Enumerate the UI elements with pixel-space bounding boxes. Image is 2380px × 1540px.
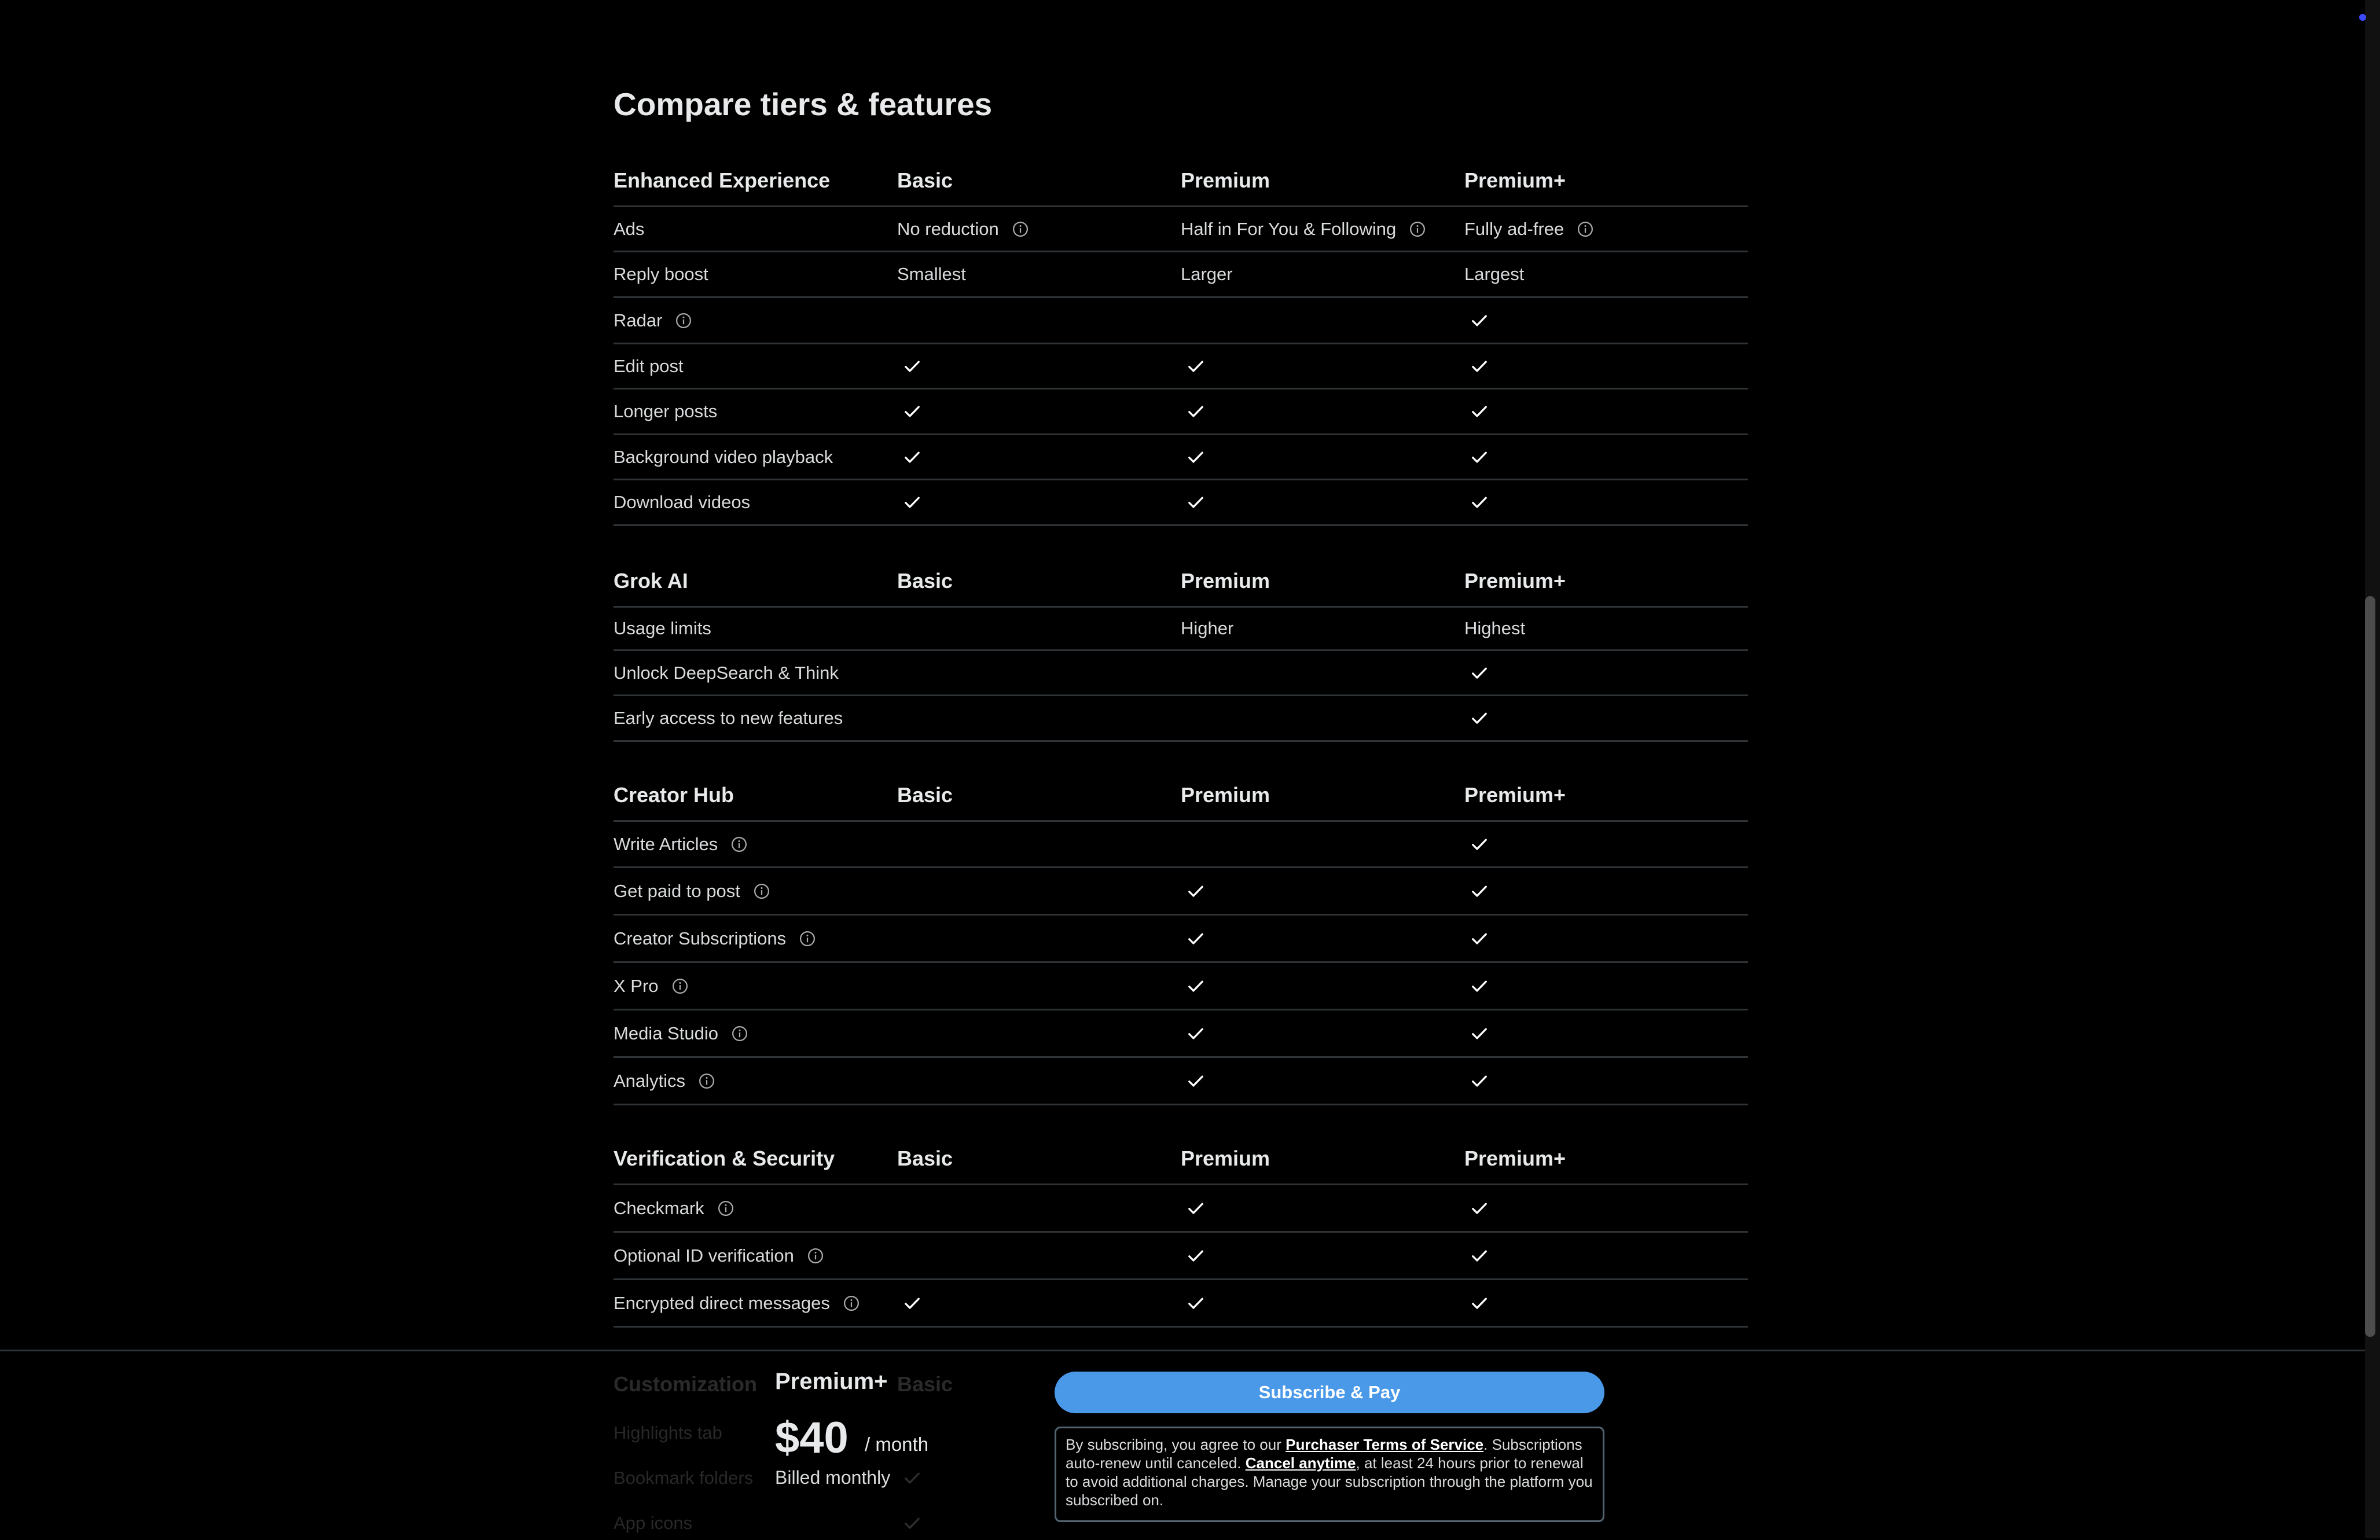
feature-row-optional-id [614,1233,1748,1280]
feature-row-longer-posts [614,389,1748,435]
premium-value: Larger [1181,264,1233,284]
info-icon[interactable] [675,312,692,329]
check-icon [1185,1071,1206,1091]
column-header-basic: Basic [897,1146,953,1170]
check-icon [902,1513,923,1534]
check-icon [1469,492,1490,513]
feature-label: App icons [614,1513,693,1533]
check-icon [1185,356,1206,377]
column-header-premium: Premium [1181,168,1270,192]
section-title: Creator Hub [614,782,734,807]
section-header [614,556,1748,608]
check-icon [902,356,923,377]
page-title: Compare tiers & features [614,86,993,122]
feature-row-checkmark [614,1185,1748,1233]
feature-row-get-paid [614,868,1748,916]
feature-label: Get paid to post [614,880,740,901]
info-icon[interactable] [807,1247,824,1265]
column-header-basic: Basic [897,782,953,807]
check-icon [902,1293,923,1314]
feature-label: Unlock DeepSearch & Think [614,662,839,683]
feature-label: Optional ID verification [614,1245,794,1266]
check-icon [1469,928,1490,949]
legal-disclaimer [1055,1427,1604,1522]
check-icon [1469,1023,1490,1044]
check-icon [1185,1023,1206,1044]
feature-label: Analytics [614,1070,686,1091]
section-title: Enhanced Experience [614,168,831,192]
column-header-basic: Basic [897,1372,953,1396]
scrollbar-thumb[interactable] [2365,596,2375,1337]
check-icon [902,447,923,468]
check-icon [902,1468,923,1488]
info-icon[interactable] [843,1295,860,1312]
info-icon[interactable] [1012,220,1029,238]
check-icon [1185,928,1206,949]
section-creator-hub [614,770,1748,1105]
feature-label: Background video playback [614,446,833,467]
feature-label: Radar [614,310,663,330]
check-icon [1185,447,1206,468]
feature-row-media-studio [614,1010,1748,1058]
premium-value: Half in For You & Following [1181,218,1397,239]
plan-price: $40 [775,1413,849,1462]
check-icon [1469,708,1490,729]
vertical-scrollbar[interactable] [2365,0,2380,1538]
basic-value: Smallest [897,264,966,284]
feature-label: Bookmark folders [614,1468,754,1488]
price-period: / month [865,1434,929,1455]
info-icon[interactable] [717,1200,734,1217]
check-icon [1469,1071,1490,1091]
cancel-anytime-link[interactable]: Cancel anytime [1245,1454,1356,1472]
column-header-premium-plus: Premium+ [1464,782,1566,807]
feature-row-analytics [614,1058,1748,1105]
section-title: Verification & Security [614,1146,835,1170]
check-icon [1469,976,1490,997]
feature-row-write-articles [614,822,1748,868]
column-header-premium-plus: Premium+ [1464,1146,1566,1170]
info-icon[interactable] [1409,220,1426,238]
feature-label: Highlights tab [614,1423,722,1443]
feature-label: Encrypted direct messages [614,1292,830,1313]
feature-label: X Pro [614,975,659,996]
check-icon [1185,976,1206,997]
premium-plus-value: Fully ad-free [1464,218,1564,239]
column-header-premium-plus: Premium+ [1464,168,1566,192]
feature-label: Edit post [614,355,684,376]
billing-frequency: Billed monthly [775,1467,891,1488]
feature-row-encrypted-dm [614,1280,1748,1328]
feature-label: Creator Subscriptions [614,928,787,949]
check-icon [1469,1293,1490,1314]
check-icon [1469,1198,1490,1219]
indicator-dot-icon [2359,14,2366,21]
feature-row-early-access [614,696,1748,742]
check-icon [902,492,923,513]
legal-text-post: , at least 24 hours prior to renewal to avoid additional charges. Manage your subscription through the platform you subscribed on. [1066,1454,1593,1509]
feature-row-creator-subscriptions [614,916,1748,963]
purchaser-terms-link[interactable]: Purchaser Terms of Service [1286,1436,1484,1453]
legal-text-mid: . Subscriptions auto-renew until canceled. [1066,1436,1582,1472]
section-title: Grok AI [614,568,688,593]
premium-plus-value: Largest [1464,264,1525,284]
feature-row-reply-boost [614,252,1748,298]
feature-label: Reply boost [614,264,708,284]
premium-value: Higher [1181,618,1234,638]
info-icon[interactable] [1577,220,1594,238]
column-header-premium: Premium [1181,568,1270,593]
column-header-basic: Basic [897,168,953,192]
check-icon [1185,492,1206,513]
info-icon[interactable] [799,930,816,947]
column-header-premium-plus: Premium+ [1464,568,1566,593]
info-icon[interactable] [671,977,689,995]
feature-row-background-video [614,435,1748,480]
check-icon [1185,1293,1206,1314]
feature-row-download-videos [614,480,1748,526]
feature-label: Media Studio [614,1023,718,1043]
check-icon [1469,356,1490,377]
check-icon [1469,663,1490,683]
feature-row-edit-post [614,344,1748,389]
section-header [614,1133,1748,1185]
check-icon [1469,447,1490,468]
feature-row-ads [614,207,1748,252]
feature-label: Longer posts [614,401,718,421]
feature-label: Usage limits [614,618,711,638]
section-verification-security [614,1133,1748,1328]
premium-plus-value: Highest [1464,618,1526,638]
legal-text-pre: By subscribing, you agree to our [1066,1436,1286,1453]
check-icon [1469,881,1490,902]
feature-label: Early access to new features [614,708,843,728]
check-icon [1185,1198,1206,1219]
section-grok-ai [614,556,1748,742]
check-icon [1469,310,1490,331]
section-enhanced-experience [614,155,1748,526]
column-header-basic: Basic [897,568,953,593]
feature-label: Ads [614,218,645,239]
subscribe-footer [0,1350,2365,1540]
check-icon [1469,834,1490,855]
selected-plan-name: Premium+ [775,1369,888,1394]
basic-value: No reduction [897,218,999,239]
section-header [614,770,1748,822]
feature-label: Download videos [614,492,751,512]
feature-row-x-pro [614,963,1748,1010]
check-icon [1185,881,1206,902]
feature-row-radar [614,298,1748,344]
column-header-premium: Premium [1181,782,1270,807]
check-icon [1185,401,1206,422]
info-icon[interactable] [753,883,770,900]
info-icon[interactable] [731,1025,748,1042]
column-header-premium: Premium [1181,1146,1270,1170]
section-header [614,155,1748,207]
section-title: Customization [614,1372,757,1396]
check-icon [1469,1245,1490,1266]
feature-row-deepsearch [614,651,1748,696]
feature-row-usage-limits [614,608,1748,651]
feature-label: Write Articles [614,833,718,854]
info-icon[interactable] [698,1072,715,1090]
feature-label: Checkmark [614,1197,704,1218]
subscribe-pay-button[interactable]: Subscribe & Pay [1055,1372,1604,1413]
check-icon [902,401,923,422]
check-icon [1185,1245,1206,1266]
check-icon [1469,401,1490,422]
info-icon[interactable] [730,836,748,853]
